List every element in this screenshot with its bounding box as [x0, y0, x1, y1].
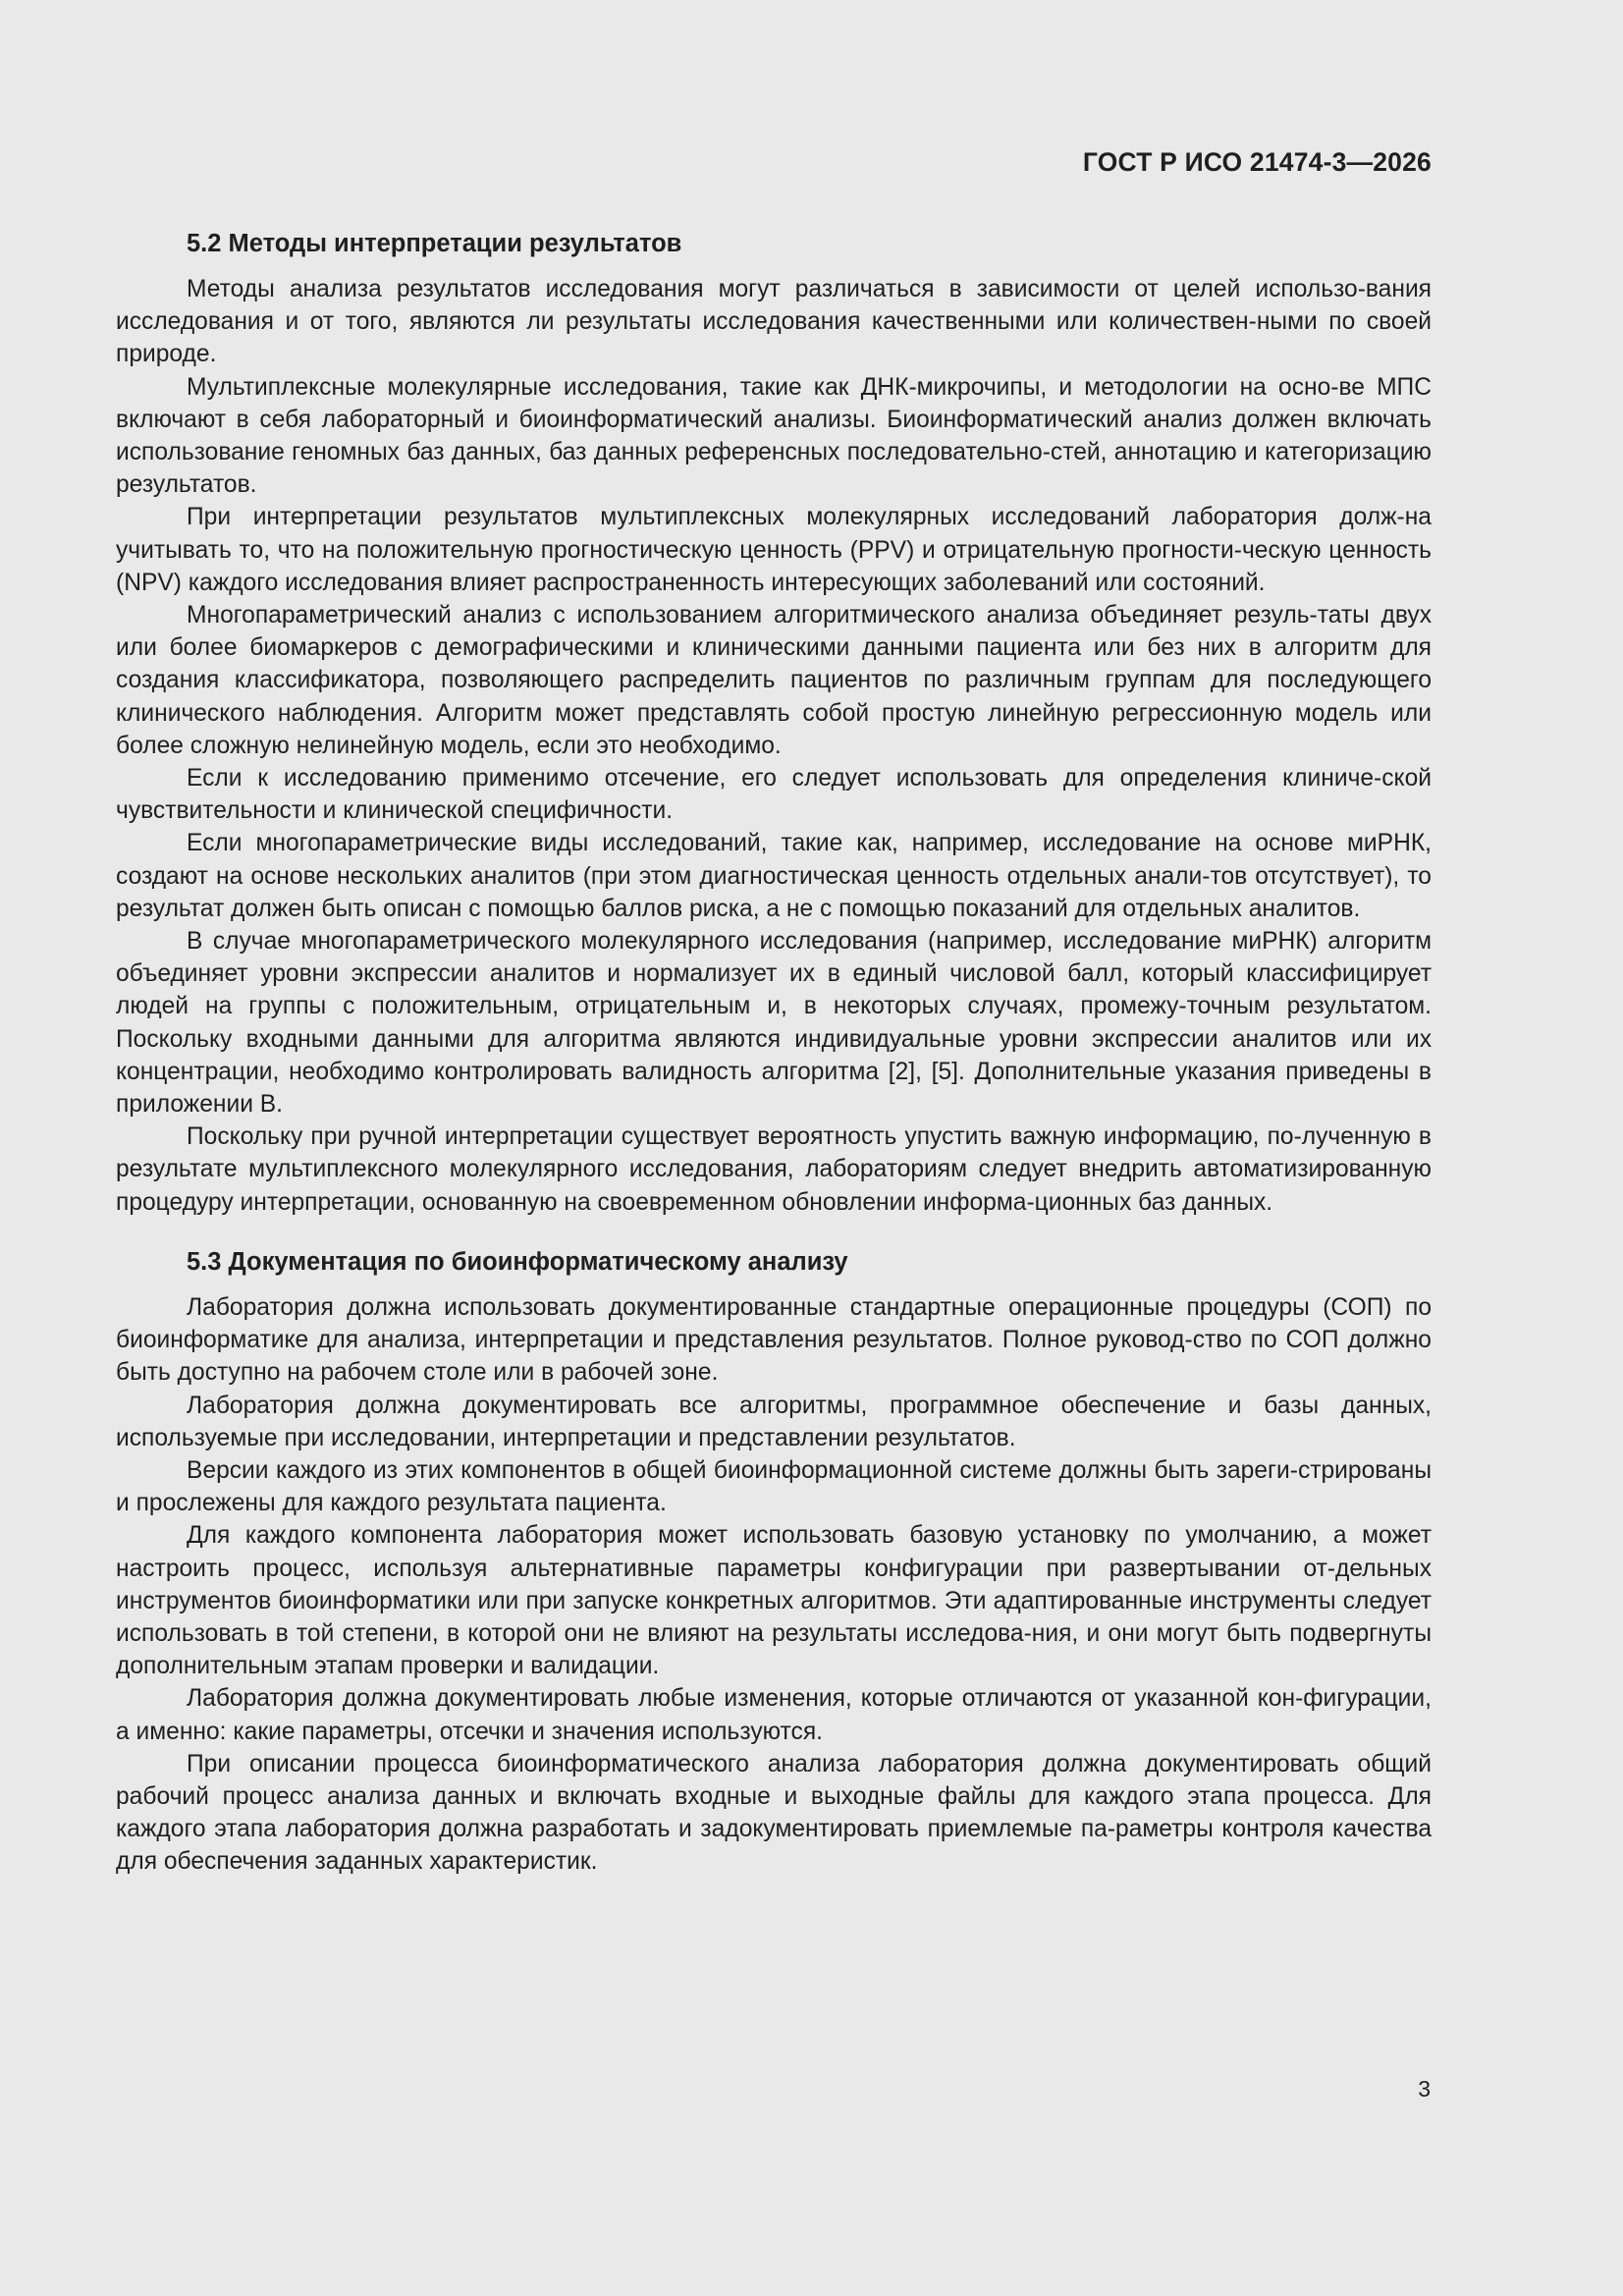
- paragraph: Если многопараметрические виды исследований, такие как, например, исследование на основе миРНК, создают на основе нескольких аналитов (при этом диагностическая ценность отдельных анали-тов отсутствует), то результат должен быть описан с помощью баллов риска, а не с помощью показаний для отдельных аналитов.: [116, 830, 1432, 922]
- paragraph: Методы анализа результатов исследования могут различаться в зависимости от целей использо-вания исследования и от того, являются ли результаты исследования качественными или количествен-ными по своей природе.: [116, 276, 1432, 368]
- section-heading-5-2: 5.2 Методы интерпретации результатов: [187, 230, 682, 257]
- paragraph: Мультиплексные молекулярные исследования, такие как ДНК-микрочипы, и методологии на осно-ве МПС включают в себя лабораторный и биоинформатический анализы. Биоинформатический анализ должен включать использование геномных баз данных, баз данных референсных последовательно-стей, аннотацию и категоризацию результатов.: [116, 373, 1432, 499]
- paragraph: Если к исследованию применимо отсечение, его следует использовать для определения клиниче-ской чувствительности и клинической специфичности.: [116, 765, 1432, 825]
- paragraph: Лаборатория должна документировать все алгоритмы, программное обеспечение и базы данных, используемые при исследовании, интерпретации и представлении результатов.: [116, 1392, 1432, 1451]
- paragraph: При интерпретации результатов мультиплексных молекулярных исследований лаборатория долж-на учитывать то, что на положительную прогностическую ценность (PPV) и отрицательную прогности-ческую ценность (NPV) каждого исследования влияет распространенность интересующих заболеваний или состояний.: [116, 504, 1432, 596]
- paragraph: Версии каждого из этих компонентов в общей биоинформационной системе должны быть зареги-стрированы и прослежены для каждого результата пациента.: [116, 1456, 1432, 1517]
- section-heading-5-3: 5.3 Документация по биоинформатическому анализу: [187, 1247, 848, 1276]
- page-content: [116, 224, 1432, 1879]
- paragraph: При описании процесса биоинформатического анализа лаборатория должна документировать общий рабочий процесс анализа данных и включать входные и выходные файлы для каждого этапа процесса. Для каждого этапа лаборатория должна разработать и задокументировать приемлемые па-раметры контроля качества для обеспечения заданных характеристик.: [116, 1750, 1432, 1876]
- paragraph: Лаборатория должна документировать любые изменения, которые отличаются от указанной кон-фигурации, а именно: какие параметры, отсечки и значения используются.: [116, 1685, 1432, 1745]
- paragraph: В случае многопараметрического молекулярного исследования (например, исследование миРНК) алгоритм объединяет уровни экспрессии аналитов и нормализует их в единый числовой балл, который классифицирует людей на группы с положительным, отрицательным и, в некоторых случаях, промежу-точным результатом. Поскольку входными данными для алгоритма являются индивидуальные уровни экспрессии аналитов или их концентрации, необходимо контролировать валидность алгоритма [2], [5]. Дополнительные указания приведены в приложении В.: [116, 928, 1432, 1119]
- paragraph: Лаборатория должна использовать документированные стандартные операционные процедуры (СОП) по биоинформатике для анализа, интерпретации и представления результатов. Полное руковод-ство по СОП должно быть доступно на рабочем столе или в рабочей зоне.: [116, 1293, 1432, 1387]
- page-number: 3: [1418, 2076, 1431, 2102]
- paragraph: Многопараметрический анализ с использованием алгоритмического анализа объединяет резуль-таты двух или более биомаркеров с демографическими и клиническими данными пациента или без них в алгоритм для создания классификатора, позволяющего распределить пациентов по различным группам для последующего клинического наблюдения. Алгоритм может представлять собой простую линейную регрессионную модель или более сложную нелинейную модель, если это необходимо.: [116, 602, 1432, 759]
- paragraph: Поскольку при ручной интерпретации существует вероятность упустить важную информацию, по-лученную в результате мультиплексного молекулярного исследования, лабораториям следует внедрить автоматизированную процедуру интерпретации, основанную на своевременном обновлении информа-ционных баз данных.: [116, 1123, 1432, 1216]
- paragraph: Для каждого компонента лаборатория может использовать базовую установку по умолчанию, а может настроить процесс, используя альтернативные параметры конфигурации при развертывании от-дельных инструментов биоинформатики или при запуске конкретных алгоритмов. Эти адаптированные инструменты следует использовать в той степени, в которой они не влияют на результаты исследова-ния, и они могут быть подвергнуты дополнительным этапам проверки и валидации.: [116, 1522, 1432, 1680]
- document-code-header: ГОСТ Р ИСО 21474-3—2026: [1082, 147, 1432, 177]
